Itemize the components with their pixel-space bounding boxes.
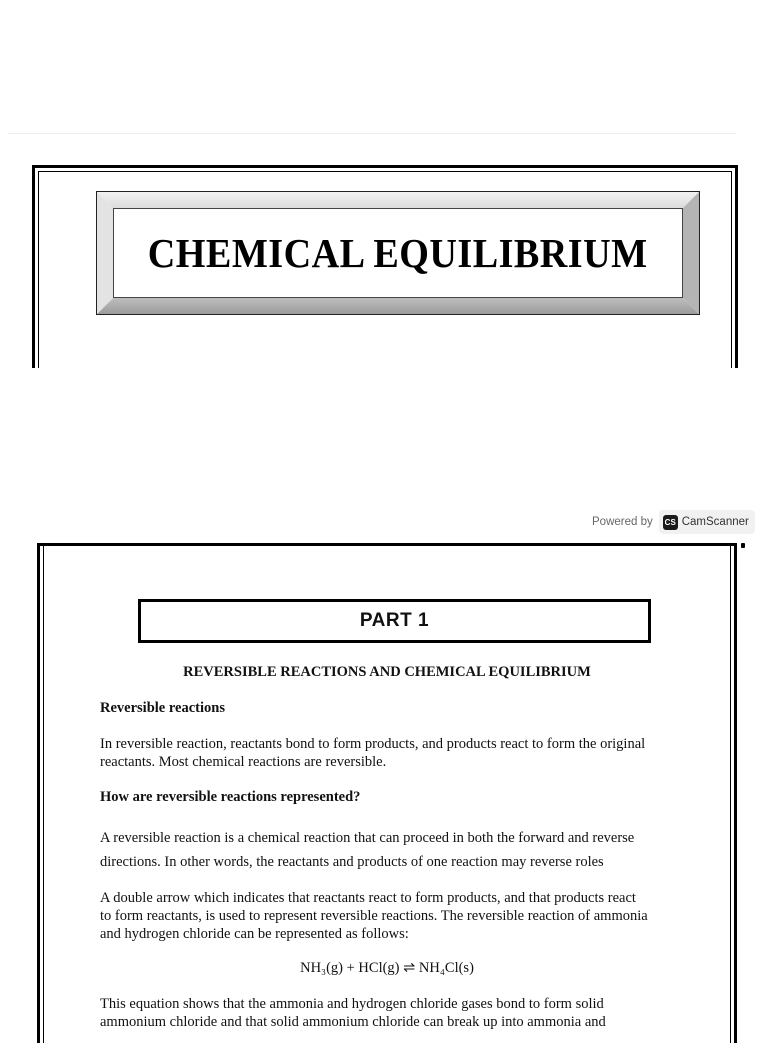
section-heading: REVERSIBLE REACTIONS AND CHEMICAL EQUILIBRIUM — [183, 664, 591, 680]
camscanner-name: CamScanner — [681, 516, 749, 528]
subheading-reversible-reactions: Reversible reactions — [100, 700, 225, 716]
powered-by-label: Powered by — [592, 516, 653, 528]
plaque-bevel-top — [97, 192, 699, 208]
part-label: PART 1 — [359, 610, 430, 631]
plaque-face — [113, 208, 683, 298]
plaque-bevel-bottom — [97, 298, 699, 314]
title-plaque — [96, 191, 700, 315]
frame-corner-mark — [741, 543, 745, 548]
paragraph-2-line-1: A reversible reaction is a chemical reaction that can proceed in both the forward and reverse — [100, 830, 635, 846]
paragraph-4-line-2: ammonium chloride and that solid ammonium chloride can break up into ammonia and — [100, 1014, 606, 1030]
paragraph-2-line-2: directions. In other words, the reactants and products of one reaction may reverse roles — [100, 854, 604, 870]
chemical-equation: NH₃(g) + HCl(g) ⇌ NH₄Cl(s) — [300, 960, 474, 976]
camscanner-logo-icon: CS — [663, 515, 678, 530]
paragraph-1-line-2: reactants. Most chemical reactions are reversible. — [100, 754, 387, 770]
paragraph-1-line-1: In reversible reaction, reactants bond to form products, and products react to form the original — [100, 736, 646, 752]
camscanner-watermark — [592, 510, 755, 534]
paragraph-3-line-2: to form reactants, is used to represent reversible reactions. The reversible reaction of ammonia — [100, 908, 648, 924]
page-divider — [8, 133, 736, 134]
part-label-box — [138, 599, 651, 643]
subheading-representation: How are reversible reactions represented? — [100, 789, 361, 805]
camscanner-badge — [659, 510, 755, 534]
paragraph-3-line-3: and hydrogen chloride can be represented as follows: — [100, 926, 409, 942]
paragraph-4-line-1: This equation shows that the ammonia and hydrogen chloride gases bond to form solid — [100, 996, 604, 1012]
plaque-bevel-left — [97, 192, 113, 314]
plaque-bevel-right — [683, 192, 699, 314]
cover-title: CHEMICAL EQUILIBRIUM — [148, 230, 648, 276]
paragraph-3-line-1: A double arrow which indicates that reactants react to form products, and that products react — [100, 890, 636, 906]
